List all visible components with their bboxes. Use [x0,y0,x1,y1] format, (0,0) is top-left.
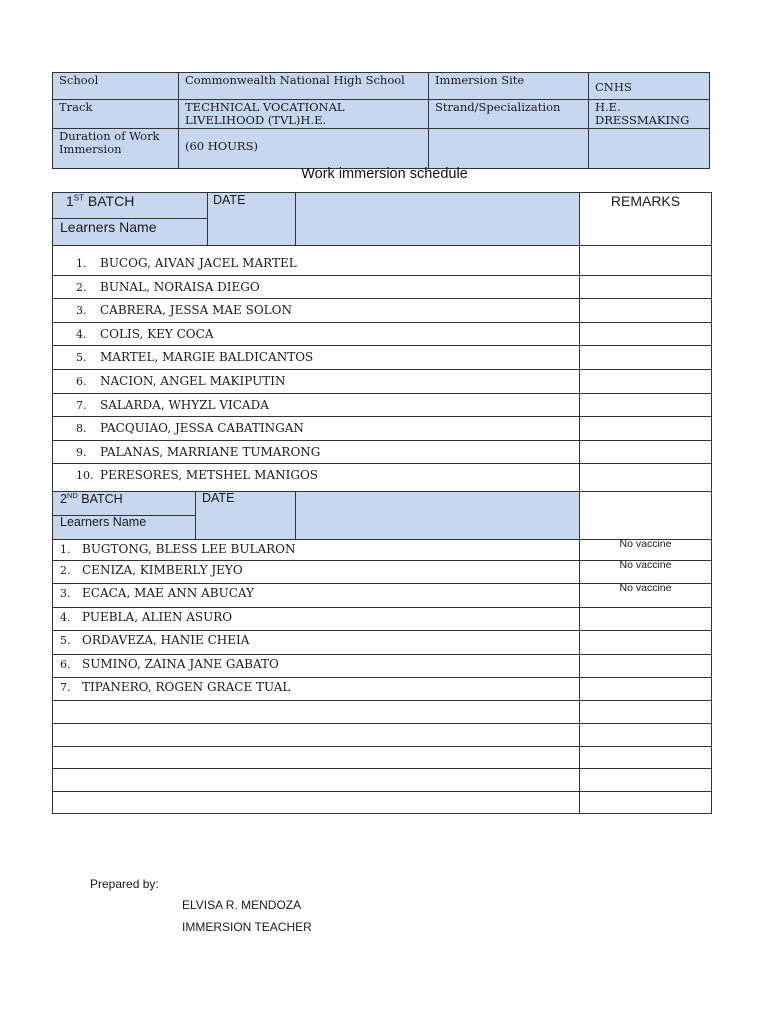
batch1-date-label: DATE [213,193,246,207]
learner-name: BUGTONG, BLESS LEE BULARON [82,542,296,556]
learner-name: ECACA, MAE ANN ABUCAY [82,586,254,600]
table-row [76,421,304,435]
duration-label: Duration of Work Immersion [53,129,179,169]
school-label: School [53,73,179,100]
preparer-position: IMMERSION TEACHER [182,920,312,934]
immersion-site-value: CNHS [589,73,710,100]
row-number: 9. [76,446,87,459]
row-number: 4. [76,328,87,341]
table-row [60,657,279,671]
remark-cell: No vaccine [619,559,672,571]
learner-name: PERESORES, METSHEL MANIGOS [100,468,319,482]
learner-name: CABRERA, JESSA MAE SOLON [100,303,292,317]
empty-cell [589,129,710,169]
table-row [60,610,232,624]
learner-name: BUCOG, AIVAN JACEL MARTEL [100,256,297,270]
batch2-date-label: DATE [202,491,235,505]
learner-name: PUEBLA, ALIEN ASURO [82,610,233,624]
strand-label: Strand/Specialization [429,100,589,129]
row-number: 8. [76,422,87,435]
row-number: 5. [76,351,87,364]
row-number: 6. [60,658,71,671]
batch2-learners-label: Learners Name [60,515,147,529]
remark-cell: No vaccine [619,538,672,550]
table-row [76,256,297,270]
strand-value: H.E. DRESSMAKING [589,100,710,129]
info-table [52,72,710,169]
table-row [76,350,313,364]
table-row [76,374,285,388]
remarks-header: REMARKS [610,193,681,209]
row-number: 2. [60,564,71,577]
empty-row-border [52,791,712,792]
row-number: 4. [60,611,71,624]
batch1-title: 1ST BATCH [66,193,135,209]
table-row [60,542,295,556]
preparer-name: ELVISA R. MENDOZA [182,898,302,912]
row-number: 7. [76,399,87,412]
prepared-by-label: Prepared by: [90,877,159,891]
learner-name: NACION, ANGEL MAKIPUTIN [100,374,286,388]
learner-name: PACQUIAO, JESSA CABATINGAN [100,421,304,435]
learner-name: BUNAL, NORAISA DIEGO [100,280,260,294]
empty-cell [429,129,589,169]
learner-name: TIPANERO, ROGEN GRACE TUAL [82,680,291,694]
table-row [76,445,320,459]
row-number: 3. [60,587,71,600]
row-number: 10. [76,469,94,482]
table-row [60,563,243,577]
row-number: 5. [60,634,71,647]
immersion-site-label: Immersion Site [429,73,589,100]
remark-cell: No vaccine [619,582,672,594]
table-row [76,280,260,294]
empty-row-border [52,746,712,747]
school-value: Commonwealth National High School [179,73,429,100]
track-label: Track [53,100,179,129]
row-number: 6. [76,375,87,388]
learner-name: PALANAS, MARRIANE TUMARONG [100,445,321,459]
row-number: 1. [76,257,87,270]
row-number: 7. [60,681,71,694]
batch1-learners-label: Learners Name [60,219,157,235]
table-row [60,680,290,694]
row-number: 2. [76,281,87,294]
empty-row-border [52,723,712,724]
row-number: 1. [60,543,71,556]
learner-name: ORDAVEZA, HANIE CHEIA [82,633,250,647]
table-row [76,468,318,482]
batch2-title: 2ND BATCH [60,491,123,507]
table-row [60,633,249,647]
row-number: 3. [76,304,87,317]
table-row [76,398,269,412]
learner-name: CENIZA, KIMBERLY JEYO [82,563,243,577]
table-row [76,327,213,341]
learner-name: SALARDA, WHYZL VICADA [100,398,269,412]
empty-row-border [52,768,712,769]
learner-name: MARTEL, MARGIE BALDICANTOS [100,350,314,364]
learner-name: COLIS, KEY COCA [100,327,214,341]
duration-value: (60 HOURS) [179,129,429,169]
learner-name: SUMINO, ZAINA JANE GABATO [82,657,279,671]
table-row [60,586,254,600]
track-value: TECHNICAL VOCATIONAL LIVELIHOOD (TVL)H.E. [179,100,429,129]
schedule-title: Work immersion schedule [301,166,468,182]
table-row [76,303,292,317]
